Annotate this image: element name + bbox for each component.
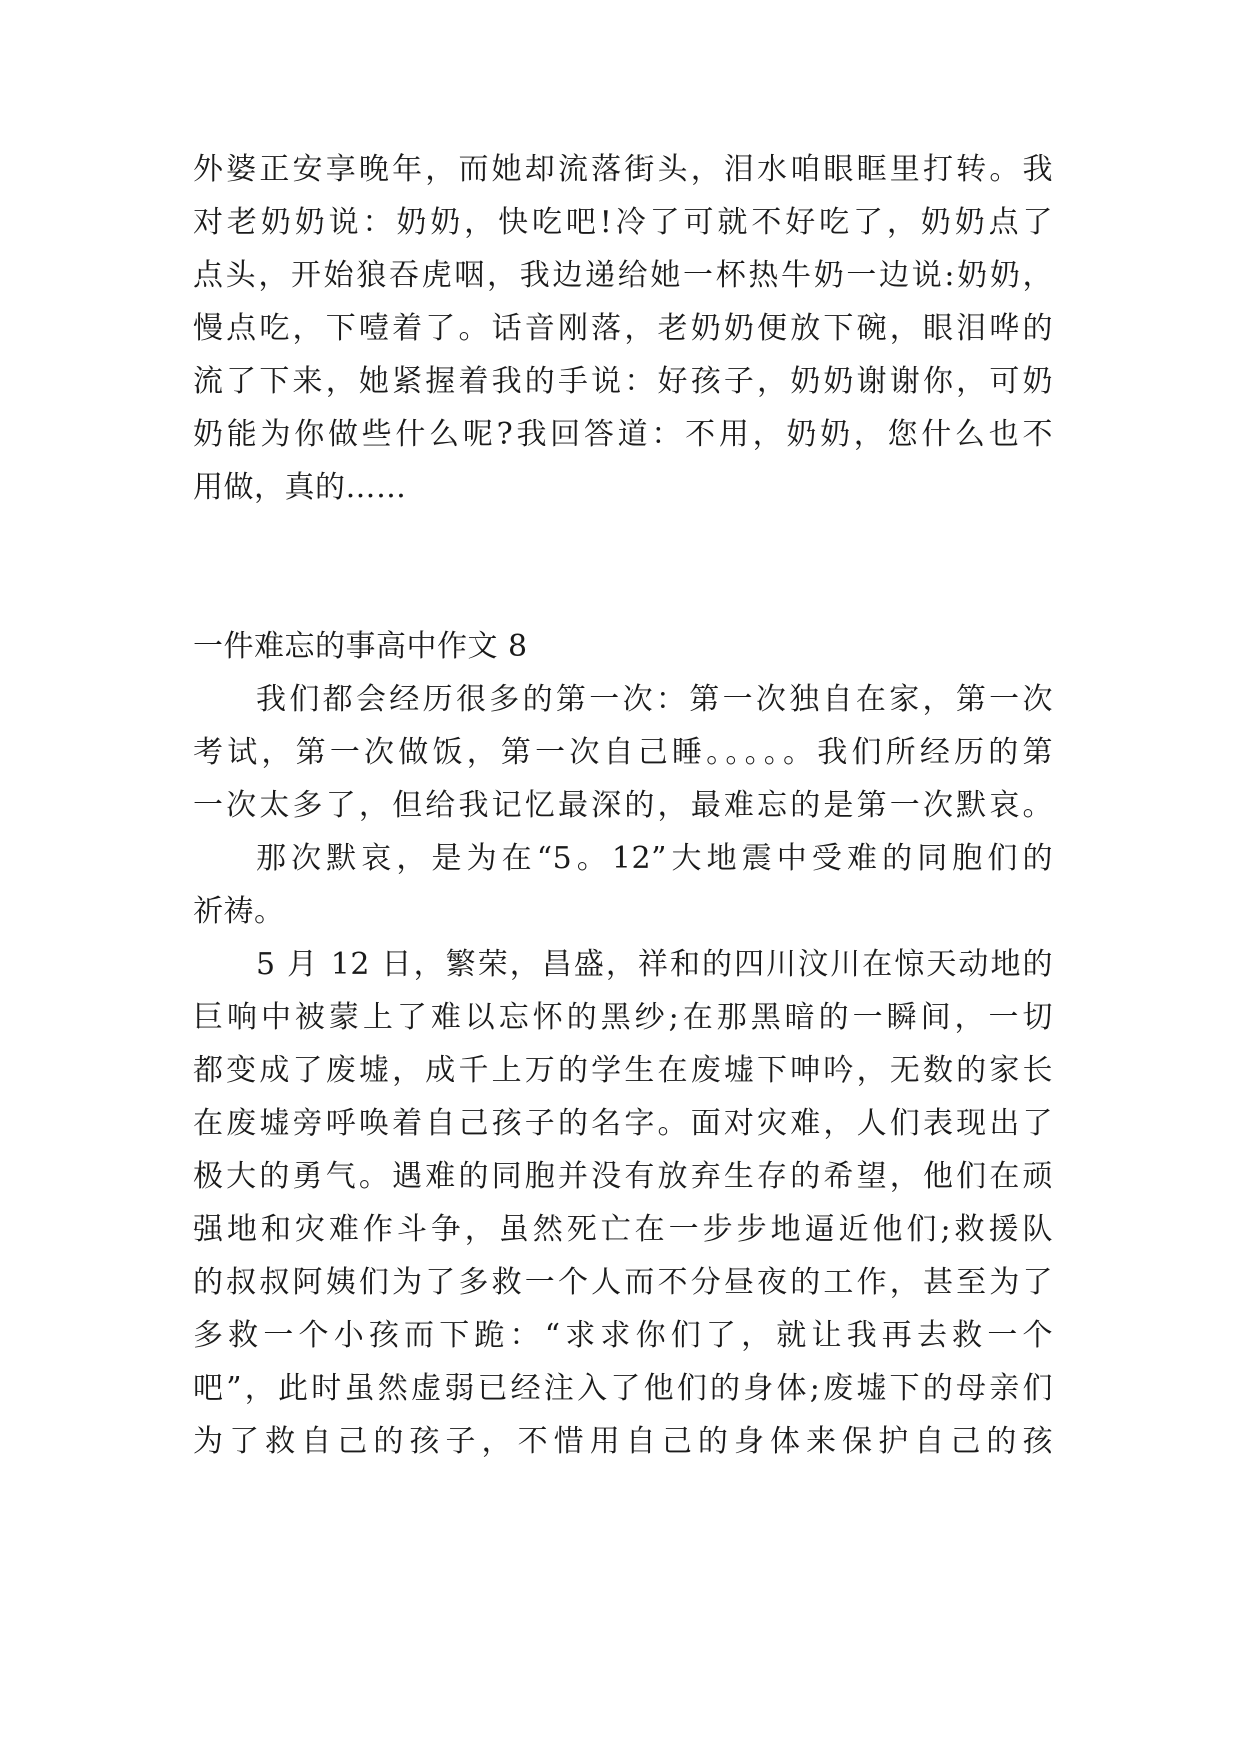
text-line: 一次太多了，但给我记忆最深的，最难忘的是第一次默哀。 bbox=[193, 788, 1053, 823]
text-line: 强地和灾难作斗争，虽然死亡在一步步地逼近他们;救援队 bbox=[193, 1212, 1053, 1247]
text-line: 祈祷。 bbox=[193, 894, 285, 929]
text-line: 极大的勇气。遇难的同胞并没有放弃生存的希望，他们在顽 bbox=[193, 1159, 1053, 1194]
text-line: 都变成了废墟，成千上万的学生在废墟下呻吟，无数的家长 bbox=[193, 1053, 1053, 1088]
text-line: 点头，开始狼吞虎咽，我边递给她一杯热牛奶一边说:奶奶， bbox=[193, 258, 1053, 293]
section-title: 一件难忘的事高中作文 8 bbox=[193, 629, 528, 664]
text-line: 用做，真的…… bbox=[193, 470, 407, 505]
text-line: 在废墟旁呼唤着自己孩子的名字。面对灾难，人们表现出了 bbox=[193, 1106, 1053, 1141]
text-line: 那次默哀，是为在“5。12”大地震中受难的同胞们的 bbox=[256, 841, 1053, 876]
text-line: 慢点吃，下噎着了。话音刚落，老奶奶便放下碗，眼泪哗的 bbox=[193, 311, 1053, 346]
text-line: 的叔叔阿姨们为了多救一个人而不分昼夜的工作，甚至为了 bbox=[193, 1265, 1053, 1300]
text-line: 流了下来，她紧握着我的手说：好孩子，奶奶谢谢你，可奶 bbox=[193, 364, 1053, 399]
text-line: 吧”，此时虽然虚弱已经注入了他们的身体;废墟下的母亲们 bbox=[193, 1371, 1053, 1406]
text-line: 外婆正安享晚年，而她却流落街头，泪水咱眼眶里打转。我 bbox=[193, 152, 1053, 187]
text-line: 奶能为你做些什么呢?我回答道：不用，奶奶，您什么也不 bbox=[193, 417, 1053, 452]
text-line: 5 月 12 日，繁荣，昌盛，祥和的四川汶川在惊天动地的 bbox=[256, 947, 1053, 982]
text-line: 我们都会经历很多的第一次：第一次独自在家，第一次 bbox=[256, 682, 1053, 717]
text-line: 巨响中被蒙上了难以忘怀的黑纱;在那黑暗的一瞬间，一切 bbox=[193, 1000, 1053, 1035]
text-line: 考试，第一次做饭，第一次自己睡。。。。。我们所经历的第 bbox=[193, 735, 1053, 770]
text-line: 为了救自己的孩子，不惜用自己的身体来保护自己的孩 bbox=[193, 1424, 1053, 1459]
text-line: 多救一个小孩而下跪：“求求你们了，就让我再去救一个 bbox=[193, 1318, 1053, 1353]
text-line: 对老奶奶说：奶奶，快吃吧!冷了可就不好吃了，奶奶点了 bbox=[193, 205, 1053, 240]
